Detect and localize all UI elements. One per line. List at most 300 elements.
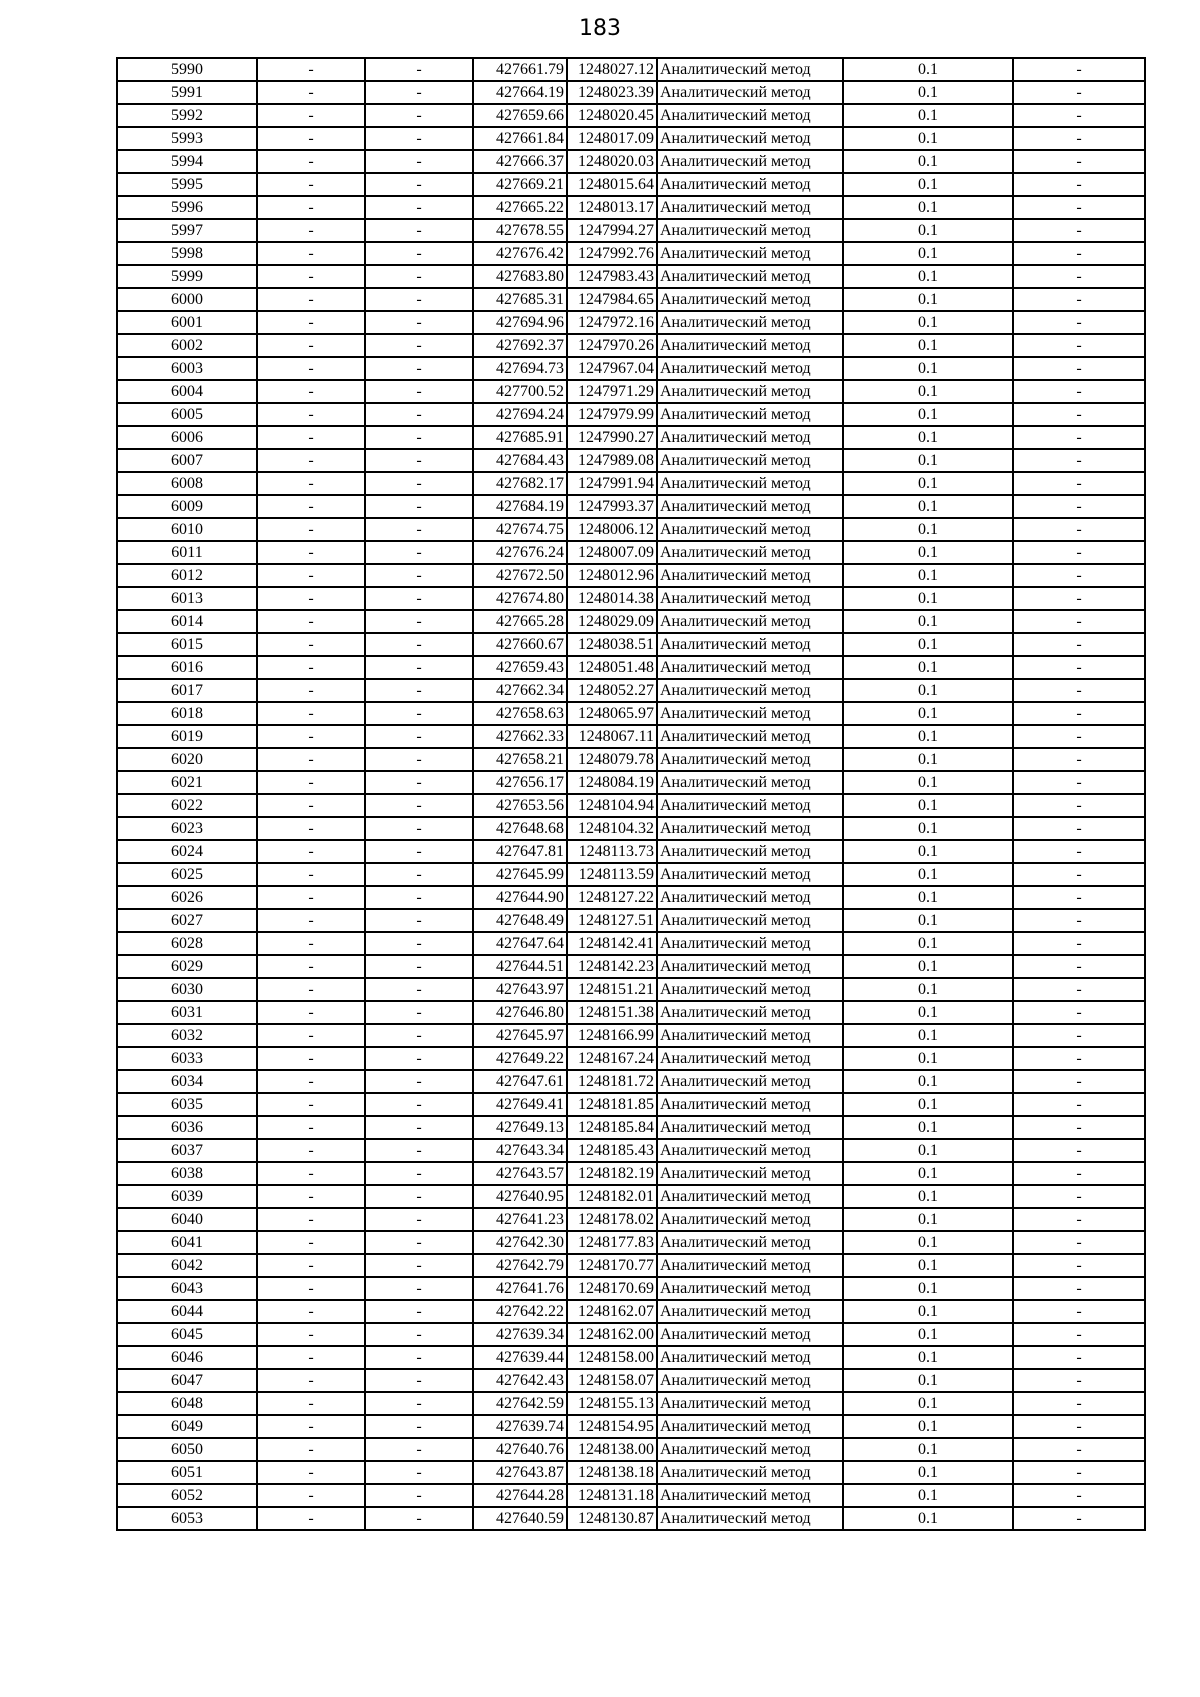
y-coordinate-cell: 1248029.09	[567, 610, 657, 633]
method-cell: Аналитический метод	[657, 794, 843, 817]
method-cell: Аналитический метод	[657, 771, 843, 794]
dash-cell: -	[1013, 748, 1145, 771]
dash-cell: -	[257, 1024, 365, 1047]
dash-cell: -	[1013, 518, 1145, 541]
x-coordinate-cell: 427692.37	[473, 334, 567, 357]
point-number-cell: 6027	[117, 909, 257, 932]
method-cell: Аналитический метод	[657, 1254, 843, 1277]
dash-cell: -	[1013, 541, 1145, 564]
accuracy-cell: 0.1	[843, 794, 1013, 817]
table-row	[117, 817, 1145, 840]
x-coordinate-cell: 427643.97	[473, 978, 567, 1001]
accuracy-cell: 0.1	[843, 610, 1013, 633]
dash-cell: -	[1013, 1438, 1145, 1461]
dash-cell: -	[257, 1392, 365, 1415]
dash-cell: -	[365, 1162, 473, 1185]
table-row	[117, 1070, 1145, 1093]
y-coordinate-cell: 1247992.76	[567, 242, 657, 265]
dash-cell: -	[1013, 1277, 1145, 1300]
dash-cell: -	[257, 1323, 365, 1346]
dash-cell: -	[1013, 702, 1145, 725]
method-cell: Аналитический метод	[657, 1323, 843, 1346]
dash-cell: -	[1013, 1369, 1145, 1392]
dash-cell: -	[1013, 150, 1145, 173]
method-cell: Аналитический метод	[657, 219, 843, 242]
point-number-cell: 6008	[117, 472, 257, 495]
point-number-cell: 6004	[117, 380, 257, 403]
accuracy-cell: 0.1	[843, 242, 1013, 265]
table-row	[117, 288, 1145, 311]
accuracy-cell: 0.1	[843, 1254, 1013, 1277]
y-coordinate-cell: 1247990.27	[567, 426, 657, 449]
accuracy-cell: 0.1	[843, 219, 1013, 242]
dash-cell: -	[365, 334, 473, 357]
method-cell: Аналитический метод	[657, 817, 843, 840]
x-coordinate-cell: 427656.17	[473, 771, 567, 794]
x-coordinate-cell: 427674.80	[473, 587, 567, 610]
x-coordinate-cell: 427661.79	[473, 58, 567, 81]
accuracy-cell: 0.1	[843, 1231, 1013, 1254]
y-coordinate-cell: 1248181.85	[567, 1093, 657, 1116]
x-coordinate-cell: 427685.31	[473, 288, 567, 311]
method-cell: Аналитический метод	[657, 633, 843, 656]
y-coordinate-cell: 1248162.07	[567, 1300, 657, 1323]
point-number-cell: 6023	[117, 817, 257, 840]
accuracy-cell: 0.1	[843, 1323, 1013, 1346]
point-number-cell: 6001	[117, 311, 257, 334]
point-number-cell: 6013	[117, 587, 257, 610]
dash-cell: -	[257, 150, 365, 173]
y-coordinate-cell: 1248170.77	[567, 1254, 657, 1277]
point-number-cell: 6040	[117, 1208, 257, 1231]
dash-cell: -	[257, 104, 365, 127]
y-coordinate-cell: 1248017.09	[567, 127, 657, 150]
dash-cell: -	[1013, 1346, 1145, 1369]
dash-cell: -	[1013, 1024, 1145, 1047]
dash-cell: -	[257, 1507, 365, 1530]
point-number-cell: 6009	[117, 495, 257, 518]
dash-cell: -	[365, 1208, 473, 1231]
point-number-cell: 6045	[117, 1323, 257, 1346]
dash-cell: -	[257, 932, 365, 955]
dash-cell: -	[365, 1438, 473, 1461]
method-cell: Аналитический метод	[657, 909, 843, 932]
dash-cell: -	[365, 748, 473, 771]
point-number-cell: 6036	[117, 1116, 257, 1139]
accuracy-cell: 0.1	[843, 334, 1013, 357]
y-coordinate-cell: 1248178.02	[567, 1208, 657, 1231]
method-cell: Аналитический метод	[657, 357, 843, 380]
method-cell: Аналитический метод	[657, 679, 843, 702]
method-cell: Аналитический метод	[657, 334, 843, 357]
dash-cell: -	[257, 334, 365, 357]
table-row	[117, 541, 1145, 564]
table-row	[117, 1392, 1145, 1415]
dash-cell: -	[365, 564, 473, 587]
dash-cell: -	[1013, 656, 1145, 679]
dash-cell: -	[365, 1254, 473, 1277]
dash-cell: -	[365, 449, 473, 472]
method-cell: Аналитический метод	[657, 472, 843, 495]
dash-cell: -	[257, 403, 365, 426]
method-cell: Аналитический метод	[657, 955, 843, 978]
y-coordinate-cell: 1248012.96	[567, 564, 657, 587]
x-coordinate-cell: 427642.43	[473, 1369, 567, 1392]
point-number-cell: 6044	[117, 1300, 257, 1323]
x-coordinate-cell: 427662.33	[473, 725, 567, 748]
dash-cell: -	[257, 288, 365, 311]
x-coordinate-cell: 427640.59	[473, 1507, 567, 1530]
dash-cell: -	[1013, 909, 1145, 932]
y-coordinate-cell: 1248023.39	[567, 81, 657, 104]
dash-cell: -	[257, 771, 365, 794]
table-row	[117, 1507, 1145, 1530]
table-row	[117, 794, 1145, 817]
method-cell: Аналитический метод	[657, 587, 843, 610]
point-number-cell: 6010	[117, 518, 257, 541]
dash-cell: -	[257, 587, 365, 610]
x-coordinate-cell: 427676.24	[473, 541, 567, 564]
x-coordinate-cell: 427640.76	[473, 1438, 567, 1461]
accuracy-cell: 0.1	[843, 702, 1013, 725]
point-number-cell: 6048	[117, 1392, 257, 1415]
point-number-cell: 6002	[117, 334, 257, 357]
table-row	[117, 104, 1145, 127]
dash-cell: -	[257, 978, 365, 1001]
coordinates-table	[116, 57, 1146, 1531]
method-cell: Аналитический метод	[657, 1438, 843, 1461]
dash-cell: -	[257, 955, 365, 978]
table-row	[117, 1277, 1145, 1300]
x-coordinate-cell: 427683.80	[473, 265, 567, 288]
dash-cell: -	[257, 541, 365, 564]
dash-cell: -	[1013, 771, 1145, 794]
x-coordinate-cell: 427666.37	[473, 150, 567, 173]
y-coordinate-cell: 1248051.48	[567, 656, 657, 679]
dash-cell: -	[1013, 725, 1145, 748]
accuracy-cell: 0.1	[843, 426, 1013, 449]
dash-cell: -	[1013, 817, 1145, 840]
accuracy-cell: 0.1	[843, 955, 1013, 978]
method-cell: Аналитический метод	[657, 932, 843, 955]
x-coordinate-cell: 427641.76	[473, 1277, 567, 1300]
point-number-cell: 6035	[117, 1093, 257, 1116]
dash-cell: -	[257, 357, 365, 380]
point-number-cell: 6000	[117, 288, 257, 311]
dash-cell: -	[257, 1300, 365, 1323]
accuracy-cell: 0.1	[843, 1438, 1013, 1461]
dash-cell: -	[257, 794, 365, 817]
dash-cell: -	[257, 1461, 365, 1484]
dash-cell: -	[1013, 633, 1145, 656]
table-row	[117, 1369, 1145, 1392]
dash-cell: -	[365, 1277, 473, 1300]
x-coordinate-cell: 427664.19	[473, 81, 567, 104]
y-coordinate-cell: 1247989.08	[567, 449, 657, 472]
accuracy-cell: 0.1	[843, 863, 1013, 886]
accuracy-cell: 0.1	[843, 403, 1013, 426]
x-coordinate-cell: 427648.49	[473, 909, 567, 932]
method-cell: Аналитический метод	[657, 426, 843, 449]
dash-cell: -	[365, 932, 473, 955]
dash-cell: -	[1013, 1323, 1145, 1346]
method-cell: Аналитический метод	[657, 1047, 843, 1070]
dash-cell: -	[365, 817, 473, 840]
y-coordinate-cell: 1248104.32	[567, 817, 657, 840]
method-cell: Аналитический метод	[657, 725, 843, 748]
x-coordinate-cell: 427694.73	[473, 357, 567, 380]
method-cell: Аналитический метод	[657, 311, 843, 334]
point-number-cell: 5992	[117, 104, 257, 127]
point-number-cell: 6038	[117, 1162, 257, 1185]
dash-cell: -	[365, 702, 473, 725]
y-coordinate-cell: 1248113.73	[567, 840, 657, 863]
dash-cell: -	[365, 495, 473, 518]
table-row	[117, 334, 1145, 357]
point-number-cell: 6017	[117, 679, 257, 702]
accuracy-cell: 0.1	[843, 58, 1013, 81]
table-row	[117, 380, 1145, 403]
y-coordinate-cell: 1248079.78	[567, 748, 657, 771]
dash-cell: -	[1013, 1461, 1145, 1484]
point-number-cell: 6031	[117, 1001, 257, 1024]
dash-cell: -	[257, 495, 365, 518]
dash-cell: -	[1013, 840, 1145, 863]
point-number-cell: 6014	[117, 610, 257, 633]
y-coordinate-cell: 1248151.38	[567, 1001, 657, 1024]
method-cell: Аналитический метод	[657, 564, 843, 587]
dash-cell: -	[365, 1185, 473, 1208]
dash-cell: -	[1013, 1070, 1145, 1093]
dash-cell: -	[257, 564, 365, 587]
accuracy-cell: 0.1	[843, 1139, 1013, 1162]
dash-cell: -	[257, 1070, 365, 1093]
x-coordinate-cell: 427643.57	[473, 1162, 567, 1185]
accuracy-cell: 0.1	[843, 265, 1013, 288]
y-coordinate-cell: 1248065.97	[567, 702, 657, 725]
dash-cell: -	[365, 1415, 473, 1438]
dash-cell: -	[365, 679, 473, 702]
y-coordinate-cell: 1247993.37	[567, 495, 657, 518]
x-coordinate-cell: 427647.81	[473, 840, 567, 863]
table-row	[117, 495, 1145, 518]
dash-cell: -	[257, 633, 365, 656]
point-number-cell: 6052	[117, 1484, 257, 1507]
point-number-cell: 5991	[117, 81, 257, 104]
table-row	[117, 1185, 1145, 1208]
y-coordinate-cell: 1248127.51	[567, 909, 657, 932]
accuracy-cell: 0.1	[843, 1162, 1013, 1185]
point-number-cell: 5998	[117, 242, 257, 265]
accuracy-cell: 0.1	[843, 587, 1013, 610]
dash-cell: -	[257, 518, 365, 541]
table-row	[117, 725, 1145, 748]
table-row	[117, 978, 1145, 1001]
dash-cell: -	[1013, 219, 1145, 242]
accuracy-cell: 0.1	[843, 1484, 1013, 1507]
x-coordinate-cell: 427653.56	[473, 794, 567, 817]
table-row	[117, 771, 1145, 794]
table-row	[117, 1024, 1145, 1047]
dash-cell: -	[257, 81, 365, 104]
dash-cell: -	[257, 449, 365, 472]
method-cell: Аналитический метод	[657, 1415, 843, 1438]
dash-cell: -	[365, 1392, 473, 1415]
point-number-cell: 6005	[117, 403, 257, 426]
y-coordinate-cell: 1247972.16	[567, 311, 657, 334]
table-row	[117, 1415, 1145, 1438]
point-number-cell: 6012	[117, 564, 257, 587]
dash-cell: -	[257, 1277, 365, 1300]
dash-cell: -	[257, 1484, 365, 1507]
dash-cell: -	[257, 817, 365, 840]
x-coordinate-cell: 427639.34	[473, 1323, 567, 1346]
accuracy-cell: 0.1	[843, 1277, 1013, 1300]
accuracy-cell: 0.1	[843, 1415, 1013, 1438]
point-number-cell: 6015	[117, 633, 257, 656]
dash-cell: -	[365, 1093, 473, 1116]
y-coordinate-cell: 1248154.95	[567, 1415, 657, 1438]
dash-cell: -	[1013, 1300, 1145, 1323]
y-coordinate-cell: 1248014.38	[567, 587, 657, 610]
dash-cell: -	[365, 380, 473, 403]
y-coordinate-cell: 1248182.01	[567, 1185, 657, 1208]
y-coordinate-cell: 1248155.13	[567, 1392, 657, 1415]
dash-cell: -	[365, 311, 473, 334]
dash-cell: -	[257, 58, 365, 81]
x-coordinate-cell: 427642.59	[473, 1392, 567, 1415]
method-cell: Аналитический метод	[657, 748, 843, 771]
dash-cell: -	[257, 173, 365, 196]
point-number-cell: 6041	[117, 1231, 257, 1254]
method-cell: Аналитический метод	[657, 1116, 843, 1139]
dash-cell: -	[1013, 173, 1145, 196]
accuracy-cell: 0.1	[843, 932, 1013, 955]
method-cell: Аналитический метод	[657, 288, 843, 311]
dash-cell: -	[257, 679, 365, 702]
y-coordinate-cell: 1247979.99	[567, 403, 657, 426]
accuracy-cell: 0.1	[843, 886, 1013, 909]
table-row	[117, 58, 1145, 81]
y-coordinate-cell: 1248138.00	[567, 1438, 657, 1461]
dash-cell: -	[257, 863, 365, 886]
x-coordinate-cell: 427640.95	[473, 1185, 567, 1208]
table-row	[117, 1346, 1145, 1369]
method-cell: Аналитический метод	[657, 541, 843, 564]
table-row	[117, 127, 1145, 150]
method-cell: Аналитический метод	[657, 495, 843, 518]
table-row	[117, 357, 1145, 380]
dash-cell: -	[257, 242, 365, 265]
dash-cell: -	[365, 771, 473, 794]
y-coordinate-cell: 1248170.69	[567, 1277, 657, 1300]
x-coordinate-cell: 427645.97	[473, 1024, 567, 1047]
x-coordinate-cell: 427649.13	[473, 1116, 567, 1139]
accuracy-cell: 0.1	[843, 449, 1013, 472]
y-coordinate-cell: 1248158.00	[567, 1346, 657, 1369]
point-number-cell: 6029	[117, 955, 257, 978]
y-coordinate-cell: 1248138.18	[567, 1461, 657, 1484]
table-row	[117, 955, 1145, 978]
table-row	[117, 702, 1145, 725]
x-coordinate-cell: 427643.87	[473, 1461, 567, 1484]
dash-cell: -	[257, 1346, 365, 1369]
dash-cell: -	[1013, 1392, 1145, 1415]
dash-cell: -	[365, 1369, 473, 1392]
accuracy-cell: 0.1	[843, 1001, 1013, 1024]
dash-cell: -	[257, 748, 365, 771]
dash-cell: -	[365, 587, 473, 610]
dash-cell: -	[365, 1070, 473, 1093]
y-coordinate-cell: 1248052.27	[567, 679, 657, 702]
x-coordinate-cell: 427684.43	[473, 449, 567, 472]
y-coordinate-cell: 1248142.23	[567, 955, 657, 978]
dash-cell: -	[365, 472, 473, 495]
dash-cell: -	[1013, 564, 1145, 587]
y-coordinate-cell: 1248166.99	[567, 1024, 657, 1047]
accuracy-cell: 0.1	[843, 288, 1013, 311]
dash-cell: -	[1013, 380, 1145, 403]
dash-cell: -	[365, 863, 473, 886]
dash-cell: -	[365, 265, 473, 288]
x-coordinate-cell: 427685.91	[473, 426, 567, 449]
y-coordinate-cell: 1248084.19	[567, 771, 657, 794]
point-number-cell: 6022	[117, 794, 257, 817]
dash-cell: -	[257, 127, 365, 150]
dash-cell: -	[257, 1208, 365, 1231]
dash-cell: -	[365, 794, 473, 817]
point-number-cell: 6019	[117, 725, 257, 748]
table-row	[117, 81, 1145, 104]
dash-cell: -	[1013, 1231, 1145, 1254]
table-row	[117, 449, 1145, 472]
dash-cell: -	[365, 1484, 473, 1507]
y-coordinate-cell: 1248151.21	[567, 978, 657, 1001]
x-coordinate-cell: 427662.34	[473, 679, 567, 702]
accuracy-cell: 0.1	[843, 909, 1013, 932]
accuracy-cell: 0.1	[843, 518, 1013, 541]
table-row	[117, 1254, 1145, 1277]
dash-cell: -	[1013, 127, 1145, 150]
point-number-cell: 6003	[117, 357, 257, 380]
y-coordinate-cell: 1247991.94	[567, 472, 657, 495]
method-cell: Аналитический метод	[657, 104, 843, 127]
dash-cell: -	[1013, 1254, 1145, 1277]
point-number-cell: 5995	[117, 173, 257, 196]
x-coordinate-cell: 427658.21	[473, 748, 567, 771]
y-coordinate-cell: 1248104.94	[567, 794, 657, 817]
accuracy-cell: 0.1	[843, 127, 1013, 150]
dash-cell: -	[365, 1461, 473, 1484]
method-cell: Аналитический метод	[657, 1507, 843, 1530]
dash-cell: -	[365, 633, 473, 656]
x-coordinate-cell: 427684.19	[473, 495, 567, 518]
dash-cell: -	[365, 1116, 473, 1139]
y-coordinate-cell: 1248015.64	[567, 173, 657, 196]
table-row	[117, 219, 1145, 242]
method-cell: Аналитический метод	[657, 1392, 843, 1415]
dash-cell: -	[1013, 58, 1145, 81]
dash-cell: -	[1013, 472, 1145, 495]
x-coordinate-cell: 427658.63	[473, 702, 567, 725]
dash-cell: -	[365, 196, 473, 219]
table-row	[117, 1093, 1145, 1116]
dash-cell: -	[365, 1024, 473, 1047]
dash-cell: -	[365, 909, 473, 932]
method-cell: Аналитический метод	[657, 1070, 843, 1093]
point-number-cell: 6021	[117, 771, 257, 794]
dash-cell: -	[257, 702, 365, 725]
